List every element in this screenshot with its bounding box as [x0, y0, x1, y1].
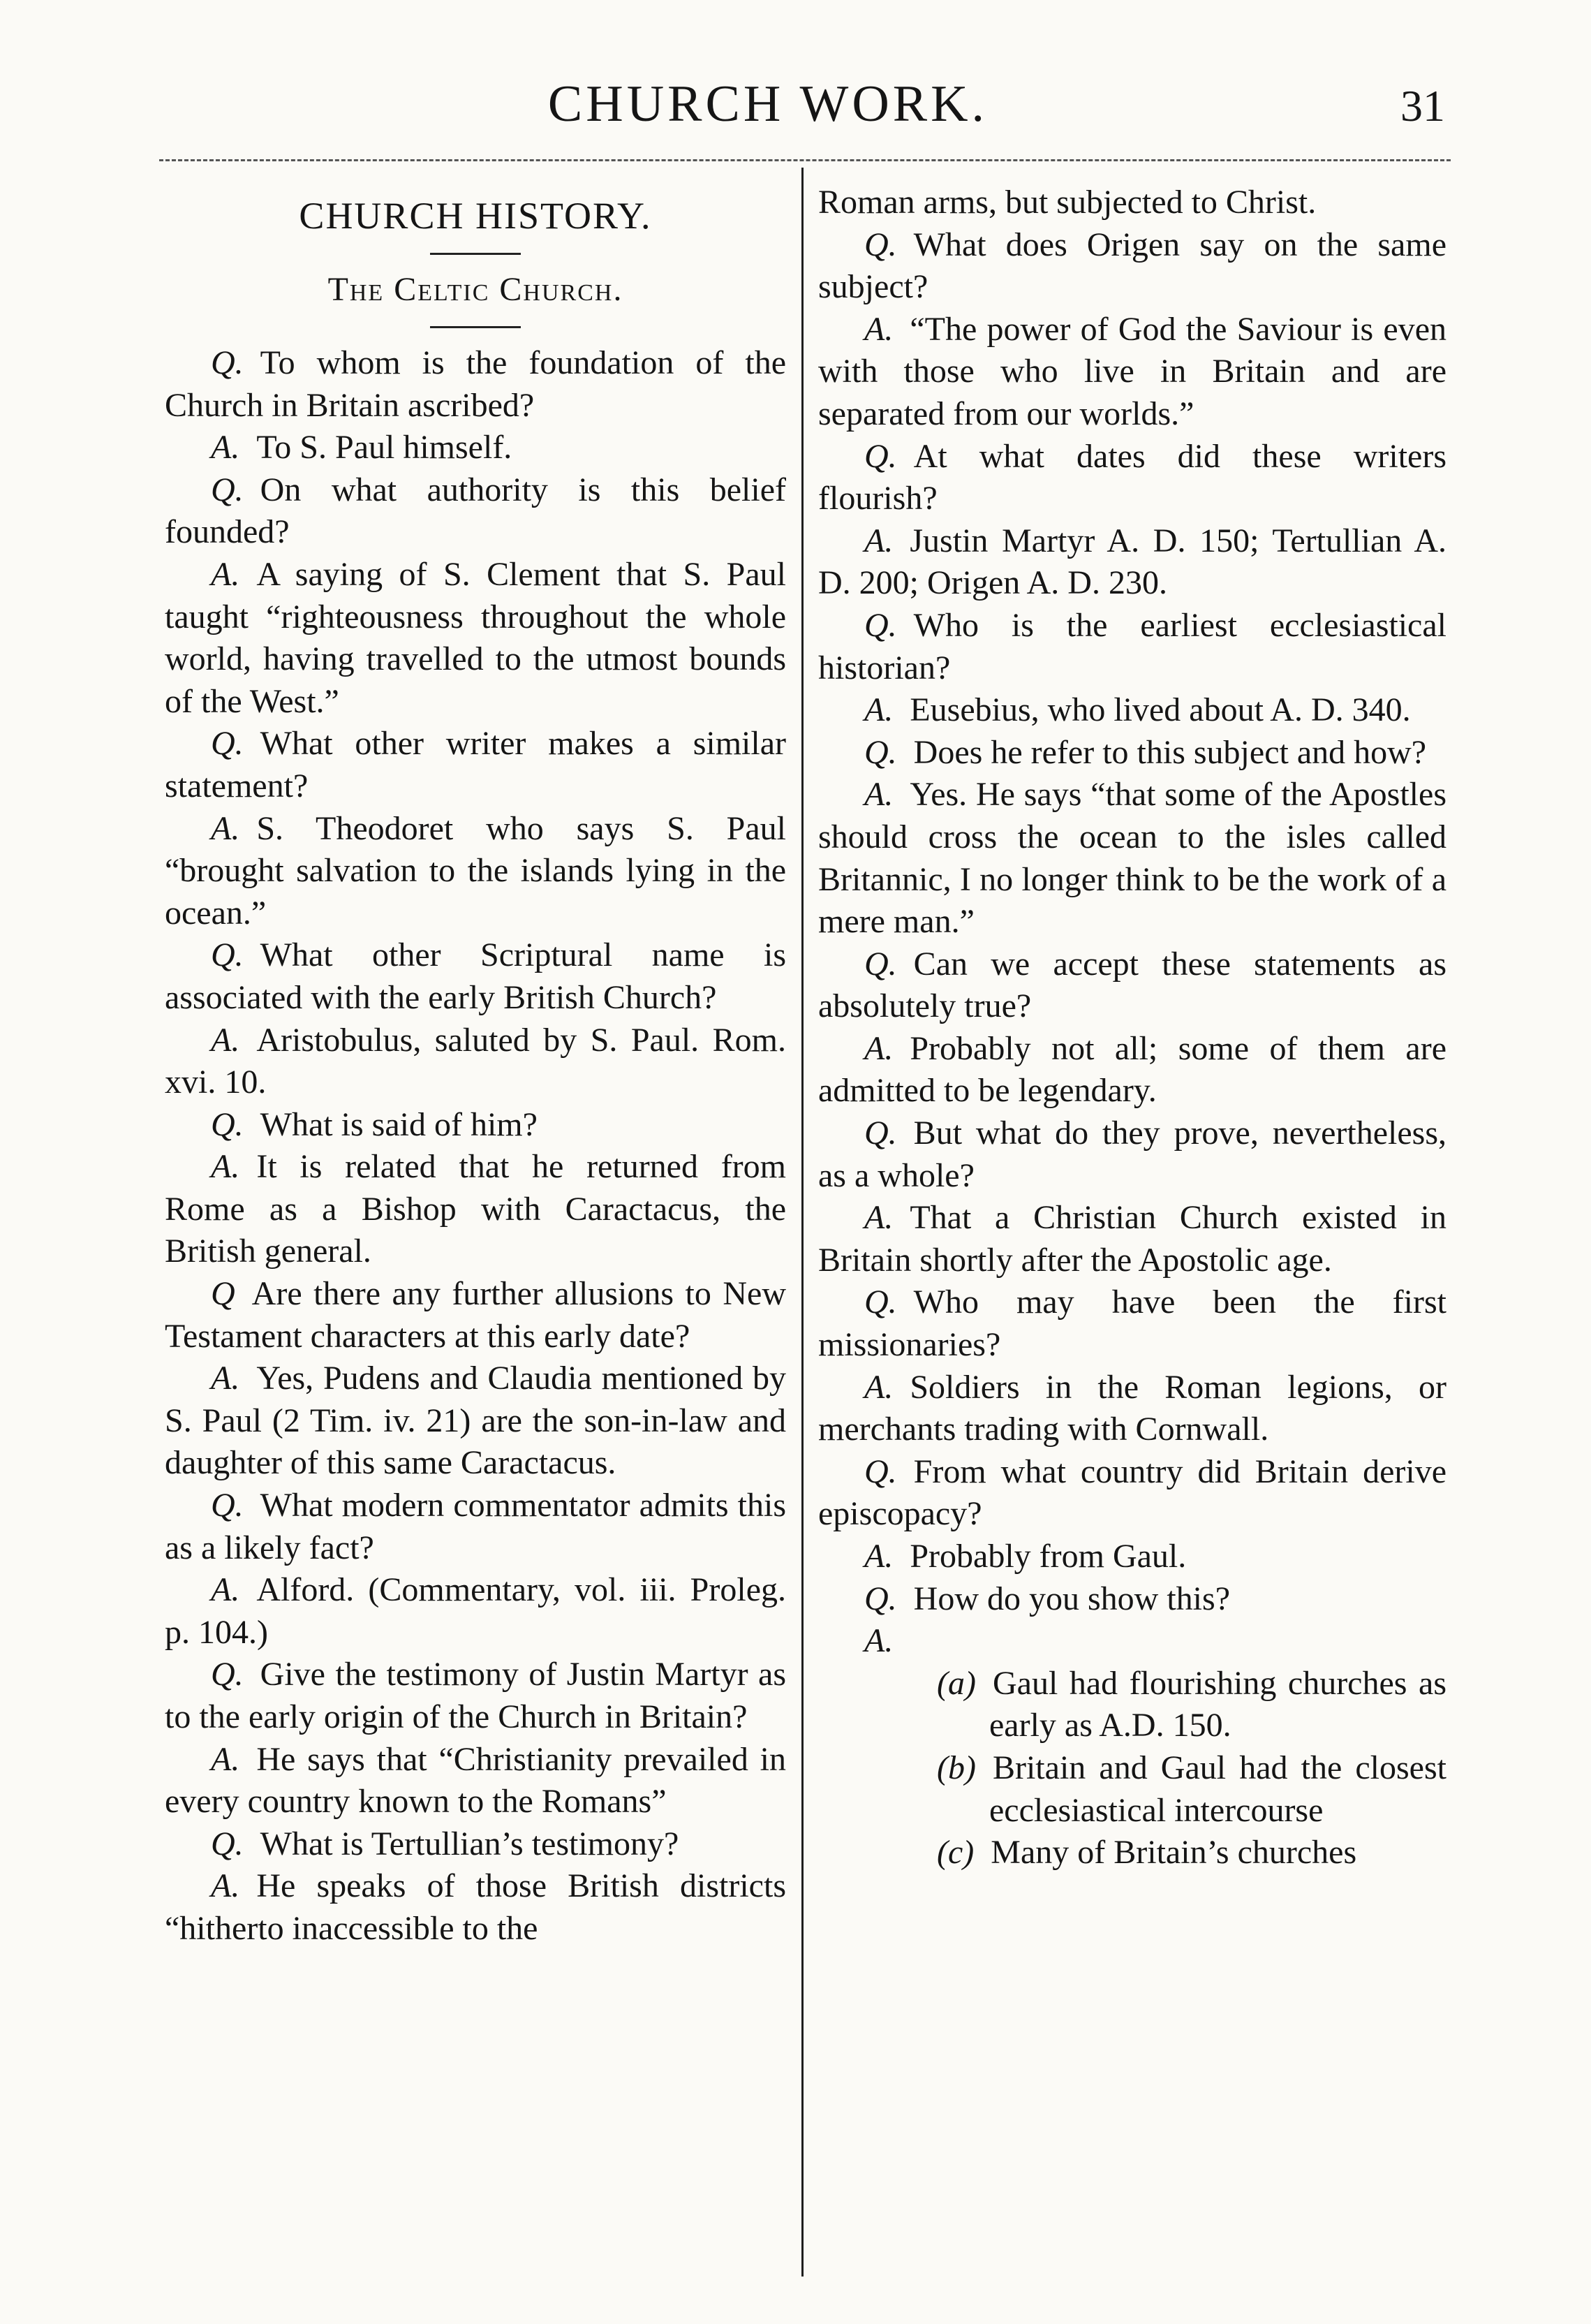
answer-paragraph [165, 1739, 786, 1823]
qa-text: Soldiers in the Roman legions, or merchants trading with Cornwall. [818, 1368, 1446, 1448]
qa-tag: A. [864, 310, 894, 348]
answer-paragraph [165, 554, 786, 723]
header-rule [159, 159, 1451, 161]
question-paragraph [818, 943, 1446, 1028]
answer-paragraph [165, 1020, 786, 1104]
answer-paragraph [818, 689, 1446, 732]
qa-text: Who is the earliest ecclesiastical historian? [818, 606, 1446, 686]
answer-paragraph [165, 1358, 786, 1485]
qa-text: Justin Martyr A. D. 150; Tertullian A. D. 200; Origen A. D. 230. [818, 522, 1446, 602]
qa-text: Yes. He says “that some of the Apostles should cross the ocean to the isles called Britannic, I no longer think to be the work of a mere man.” [818, 776, 1446, 941]
qa-tag: Q. [864, 226, 897, 263]
qa-text: What is Tertullian’s testimony? [260, 1825, 679, 1862]
question-paragraph [818, 732, 1446, 774]
qa-text: Eusebius, who lived about A. D. 340. [910, 691, 1411, 729]
left-qa-list [165, 342, 786, 1950]
qa-tag: Q. [864, 1580, 897, 1617]
qa-text: What modern commentator admits this as a likely fact? [165, 1487, 786, 1566]
qa-tag: Q. [864, 437, 897, 475]
qa-tag: Q. [211, 1105, 244, 1143]
question-paragraph [165, 934, 786, 1019]
qa-tag: Q. [211, 725, 244, 763]
question-paragraph [165, 1823, 786, 1866]
reason-list [818, 1663, 1446, 1874]
qa-text: Are there any further allusions to New Testament characters at this early date? [165, 1275, 786, 1355]
qa-text: Yes, Pudens and Claudia mentioned by S. Paul (2 Tim. iv. 21) are the son-in-law and daughter of this same Caractacus. [165, 1360, 786, 1482]
qa-tag: A. [211, 1021, 240, 1059]
question-paragraph [165, 1654, 786, 1738]
qa-text: To S. Paul himself. [256, 429, 512, 466]
question-paragraph [165, 342, 786, 427]
answer-paragraph [818, 774, 1446, 943]
qa-text: Can we accept these statements as absolutely true? [818, 945, 1446, 1025]
question-paragraph [165, 1485, 786, 1569]
qa-tag: A. [211, 1360, 240, 1397]
list-text: Gaul had flourishing churches as early as A.D. 150. [989, 1664, 1446, 1744]
title-rule [430, 253, 521, 255]
answer-paragraph [165, 1146, 786, 1273]
answer-paragraph [165, 1569, 786, 1654]
question-paragraph [165, 1104, 786, 1147]
continuation-text: Roman arms, but subjected to Christ. [818, 184, 1317, 221]
qa-tag: A. [211, 1867, 240, 1905]
qa-text: Alford. (Commentary, vol. iii. Proleg. p. 104.) [165, 1571, 786, 1651]
question-paragraph [818, 605, 1446, 689]
list-text: Britain and Gaul had the closest ecclesiastical intercourse [989, 1749, 1446, 1829]
qa-tag: Q. [864, 733, 897, 771]
qa-tag: A. [864, 1199, 894, 1237]
answer-paragraph [818, 1536, 1446, 1578]
qa-tag: A. [864, 1029, 894, 1067]
qa-tag: A. [211, 1571, 240, 1609]
qa-text: A saying of S. Clement that S. Paul taught “righteousness throughout the whole world, having travelled to the utmost bounds of the West.” [165, 555, 786, 720]
qa-text: To whom is the foundation of the Church in Britain ascribed? [165, 344, 786, 424]
qa-text: S. Theodoret who says S. Paul “brought salvation to the islands lying in the ocean.” [165, 809, 786, 932]
page-number: 31 [1400, 81, 1445, 131]
qa-text: How do you show this? [913, 1580, 1230, 1617]
qa-text: Who may have been the first missionaries? [818, 1284, 1446, 1364]
qa-text: It is related that he returned from Rome as a Bishop with Caractacus, the British general. [165, 1148, 786, 1270]
list-answer [818, 1620, 1446, 1663]
qa-text: He speaks of those British districts “hitherto inaccessible to the [165, 1867, 786, 1947]
qa-tag: Q. [211, 936, 244, 974]
question-paragraph [818, 1112, 1446, 1197]
qa-tag: A. [211, 429, 240, 466]
qa-text: Aristobulus, saluted by S. Paul. Rom. xvi. 10. [165, 1021, 786, 1101]
question-paragraph [165, 1273, 786, 1358]
list-item [818, 1663, 1446, 1747]
section-title: CHURCH HISTORY. [299, 195, 652, 237]
qa-text: What does Origen say on the same subject? [818, 226, 1446, 306]
qa-tag: Q. [864, 1115, 897, 1152]
qa-text: What other Scriptural name is associated with the early British Church? [165, 936, 786, 1016]
qa-tag: A. [864, 1538, 894, 1575]
qa-tag: Q. [211, 471, 244, 508]
question-paragraph [818, 1451, 1446, 1536]
running-title: CHURCH WORK. [547, 75, 989, 133]
qa-text: At what dates did these writers flourish? [818, 437, 1446, 517]
question-paragraph [165, 723, 786, 807]
qa-tag: A. [211, 1740, 240, 1778]
list-item [818, 1832, 1446, 1874]
question-paragraph [165, 469, 786, 554]
list-marker: (c) [937, 1834, 975, 1871]
subtitle-rule [430, 326, 521, 328]
list-marker: (a) [937, 1664, 976, 1702]
qa-tag: A. [211, 809, 240, 847]
qa-tag: A. [864, 1368, 894, 1406]
qa-tag: A. [211, 555, 240, 593]
answer-paragraph [165, 427, 786, 469]
qa-tag: A. [864, 522, 894, 559]
qa-text: Probably from Gaul. [910, 1538, 1187, 1575]
answer-paragraph [818, 1028, 1446, 1112]
qa-text: But what do they prove, nevertheless, as a whole? [818, 1115, 1446, 1194]
right-column [818, 182, 1446, 1874]
qa-tag: Q. [864, 1284, 897, 1321]
qa-text: Give the testimony of Justin Martyr as to the early origin of the Church in Britain? [165, 1656, 786, 1735]
question-paragraph [818, 1281, 1446, 1366]
question-paragraph [818, 224, 1446, 309]
qa-tag: Q. [211, 1825, 244, 1862]
answer-paragraph [818, 1197, 1446, 1281]
list-text: Many of Britain’s churches [991, 1834, 1357, 1871]
left-column [165, 182, 786, 1950]
list-marker: (b) [937, 1749, 976, 1786]
column-divider [801, 168, 804, 2277]
qa-tag: Q. [211, 1656, 244, 1693]
qa-tag: A. [864, 691, 894, 729]
qa-text: That a Christian Church existed in Britain shortly after the Apostolic age. [818, 1199, 1446, 1279]
qa-tag: A. [211, 1148, 240, 1186]
qa-text: “The power of God the Saviour is even with those who live in Britain and are separated from our worlds.” [818, 310, 1446, 432]
qa-text: What is said of him? [260, 1105, 538, 1143]
question-paragraph [818, 1578, 1446, 1621]
list-item [818, 1747, 1446, 1832]
answer-paragraph [165, 1865, 786, 1950]
answer-tag: A. [864, 1622, 894, 1660]
answer-paragraph [818, 520, 1446, 605]
qa-tag: Q. [864, 606, 897, 644]
qa-text: He says that “Christianity prevailed in every country known to the Romans” [165, 1740, 786, 1821]
qa-text: From what country did Britain derive episcopacy? [818, 1452, 1446, 1533]
qa-text: Probably not all; some of them are admitted to be legendary. [818, 1029, 1446, 1110]
qa-tag: Q [211, 1275, 235, 1313]
qa-tag: A. [864, 776, 894, 814]
section-subtitle: The Celtic Church. [327, 271, 623, 308]
answer-paragraph [165, 808, 786, 935]
answer-paragraph [818, 1367, 1446, 1451]
question-paragraph [818, 436, 1446, 520]
qa-tag: Q. [864, 1452, 897, 1490]
qa-text: On what authority is this belief founded? [165, 471, 786, 551]
answer-paragraph [818, 309, 1446, 436]
qa-text: Does he refer to this subject and how? [913, 733, 1427, 771]
qa-text: What other writer makes a similar statement? [165, 725, 786, 804]
qa-tag: Q. [211, 1487, 244, 1524]
qa-tag: Q. [211, 344, 244, 381]
qa-tag: Q. [864, 945, 897, 983]
right-qa-list [818, 224, 1446, 1621]
